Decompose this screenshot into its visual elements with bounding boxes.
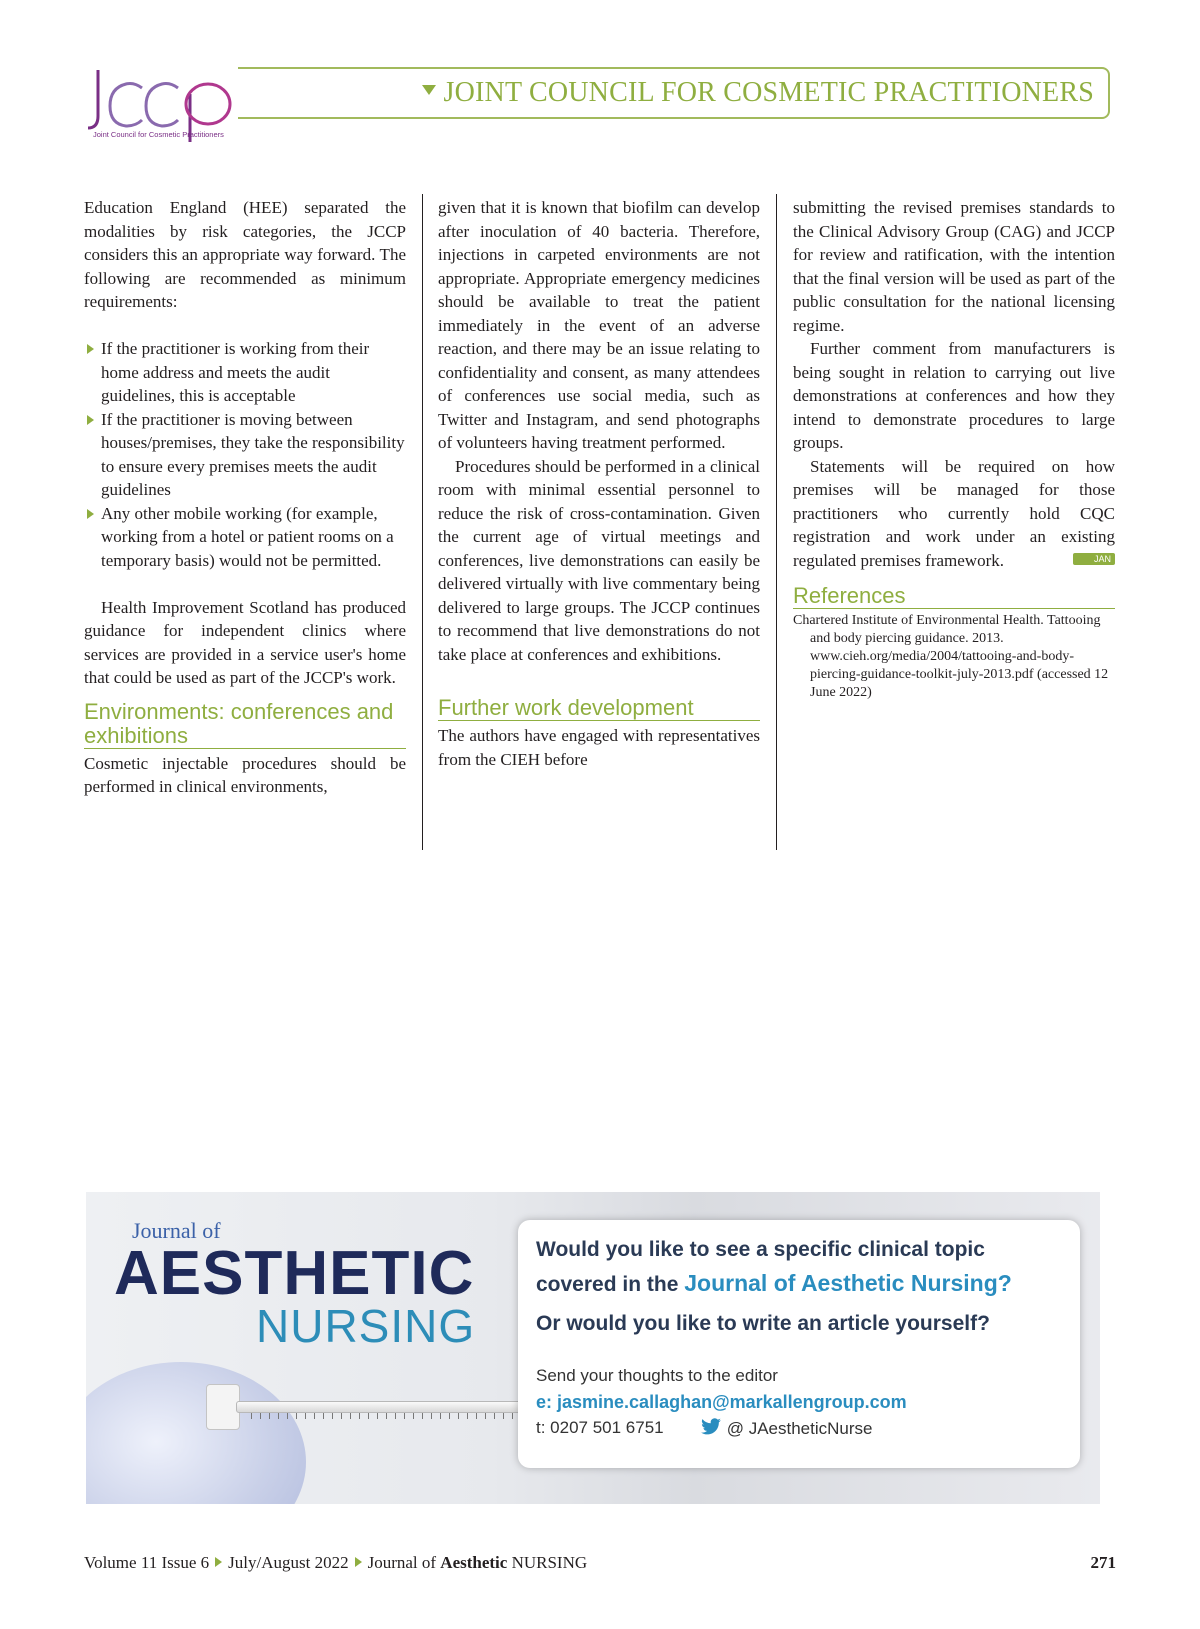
page-number: 271: [1090, 1553, 1116, 1572]
paragraph: Cosmetic injectable procedures should be performed in clinical environments,: [84, 753, 406, 796]
triangle-right-icon: [215, 1557, 222, 1567]
footer-journal-bold: Aesthetic: [440, 1553, 508, 1572]
ad-question-2-prefix: covered in the: [536, 1273, 679, 1296]
gloved-hand-image: [86, 1362, 306, 1504]
twitter-bird-icon: [700, 1418, 722, 1436]
bullet-item: If the practitioner is moving between houses/premises, they take the responsibility to ensure every premises meets the audit guidelines: [84, 408, 406, 502]
paragraph: Health Improvement Scotland has produced guidance for independent clinics where services are provided in a service user's home that could be used as part of the JCCP's work.: [84, 597, 406, 687]
syringe-image: [236, 1401, 538, 1413]
section-heading: Environments: conferences and exhibitions: [84, 700, 406, 749]
column-2: [438, 196, 760, 771]
ad-question-1: Would you like to see a specific clinical topic: [536, 1238, 985, 1261]
section-heading: Further work development: [438, 696, 760, 721]
ad-contact-card: [518, 1220, 1080, 1468]
header-banner: [238, 67, 1110, 119]
ad-send-text: Send your thoughts to the editor: [536, 1366, 778, 1385]
footer-volume: Volume 11 Issue 6: [84, 1553, 210, 1572]
column-1: [84, 196, 406, 799]
paragraph: Procedures should be performed in a clinical room with minimal essential personnel to reduce the risk of cross-contamination. Given the current age of virtual meetings and conferences, live demonstrations can easily be delivered virtually with live commentary being delivered to large groups. The JCCP continues to recommend that live demonstrations do not take place at conferences and exhibitions.: [438, 456, 760, 664]
paragraph: [793, 455, 1115, 573]
references-list: [793, 612, 1115, 702]
ad-telephone: t: 0207 501 6751: [536, 1418, 664, 1437]
reference-item: Chartered Institute of Environmental Health. Tattooing and body piercing guidance. 2013. www.cieh.org/media/2004/tattooing-and-body-piercing-guidance-toolkit-july-2013.pdf (accessed 12 June 2022): [793, 613, 1109, 700]
paragraph: given that it is known that biofilm can develop after inoculation of 40 bacteria. Therefore, injections in carpeted environments are not appropriate. Appropriate emergency medicines should be available to treat the patient immediately in the event of an adverse reaction, and there may be an issue relating to confidentiality and consent, as many attendees of conferences use social media, such as Twitter and Instagram, and send photographs of volunteers having treatment performed.: [438, 198, 760, 452]
header-title-text: JOINT COUNCIL FOR COSMETIC PRACTITIONERS: [443, 77, 1094, 108]
triangle-down-icon: [422, 85, 436, 95]
logo-caption: Joint Council for Cosmetic Practitioners: [93, 130, 224, 139]
footer-journal-prefix: Journal of: [367, 1553, 437, 1572]
references-heading: References: [793, 584, 1115, 609]
column-divider: [422, 194, 423, 850]
column-3: [793, 196, 1115, 702]
ad-aesthetic-title: AESTHETIC: [114, 1239, 475, 1308]
ad-question-2: [536, 1270, 1012, 1297]
footer-date: July/August 2022: [228, 1553, 349, 1572]
ad-twitter[interactable]: [700, 1418, 873, 1439]
paragraph: The authors have engaged with representatives from the CIEH before: [438, 726, 760, 769]
ad-journal-name: Journal of Aesthetic Nursing?: [684, 1270, 1012, 1296]
syringe-ticks: [251, 1413, 521, 1419]
bullet-list: [84, 337, 406, 572]
ad-twitter-handle: @ JAestheticNurse: [726, 1419, 873, 1438]
footer-journal-suffix: NURSING: [511, 1553, 588, 1572]
ad-email-link[interactable]: e: jasmine.callaghan@markallengroup.com: [536, 1392, 907, 1412]
jan-end-badge: JAN: [1073, 553, 1115, 565]
paragraph: submitting the revised premises standards to the Clinical Advisory Group (CAG) and JCCP for review and ratification, with the intention that the final version will be used as part of the public consultation for the national licensing regime.: [793, 198, 1115, 335]
paragraph: Education England (HEE) separated the modalities by risk categories, the JCCP considers this an appropriate way forward. The following are recommended as minimum requirements:: [84, 198, 406, 311]
paragraph: Further comment from manufacturers is being sought in relation to carrying out live demonstrations at conferences and how they intend to demonstrate procedures to large groups.: [793, 339, 1115, 452]
column-divider: [776, 194, 777, 850]
page-footer: [84, 1553, 587, 1573]
bullet-item: Any other mobile working (for example, working from a hotel or patient rooms on a temporary basis) would not be permitted.: [84, 502, 406, 573]
syringe-hub: [206, 1384, 240, 1430]
ad-question-3: Or would you like to write an article yourself?: [536, 1312, 990, 1335]
bullet-item: If the practitioner is working from their home address and meets the audit guidelines, this is acceptable: [84, 337, 406, 408]
triangle-right-icon: [355, 1557, 362, 1567]
journal-advert: [86, 1192, 1100, 1504]
ad-journal-of: Journal of: [132, 1218, 221, 1243]
ad-nursing-title: NURSING: [256, 1300, 476, 1352]
paragraph-text: Statements will be required on how premises will be managed for those practitioners who currently hold CQC registration and work under an existing regulated premises framework.: [793, 456, 1115, 570]
header-title: [422, 77, 1095, 109]
